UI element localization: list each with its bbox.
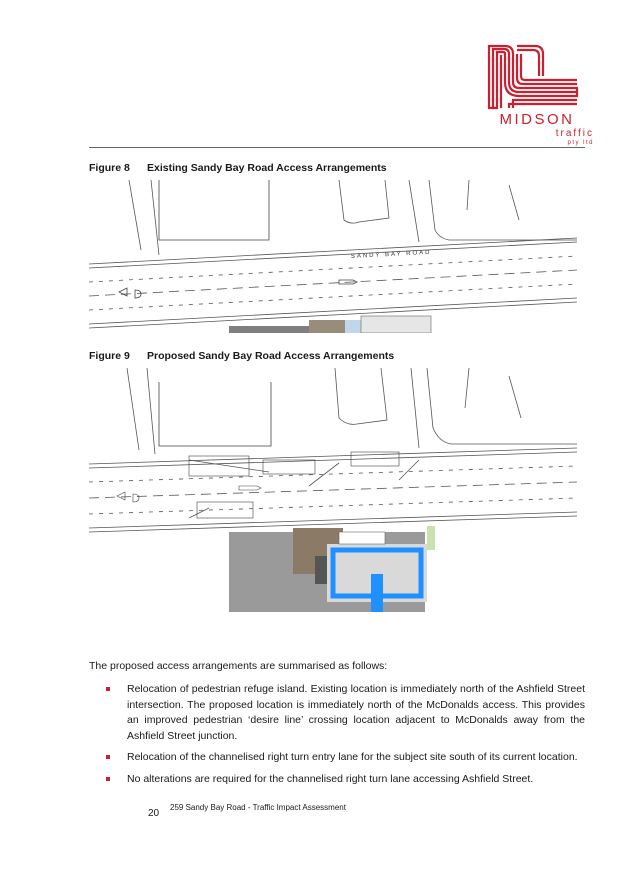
figure-9-drawing <box>89 368 577 612</box>
figure-8-number: Figure 8 <box>89 162 130 174</box>
midson-logo-icon <box>483 38 583 110</box>
logo-name: MIDSON <box>499 111 575 128</box>
list-item-text: Relocation of the channelised right turn entry lane for the subject site south of its current location. <box>127 751 578 763</box>
header-divider <box>89 147 585 148</box>
bullet-icon <box>106 777 110 781</box>
bullet-icon <box>106 755 110 759</box>
figure-8-road-label: SANDY BAY ROAD <box>350 249 432 260</box>
logo-company-suffix: pty ltd <box>567 140 594 146</box>
list-item-text: No alterations are required for the channelised right turn lane accessing Ashfield Street. <box>127 772 534 785</box>
list-item <box>89 750 585 766</box>
list-item <box>89 682 585 744</box>
list-item-text: Relocation of pedestrian refuge island. Existing location is immediately north of the Ashfield Street intersection. The proposed location is immediately north of the McDonalds access. This provides an improved pedestrian ‘desire line’ crossing location adjacent to McDonalds away from the Ashfield Street junction. <box>127 683 585 742</box>
list-item <box>89 772 585 788</box>
figure-8-drawing <box>89 180 577 333</box>
summary-list <box>89 682 585 793</box>
page-number: 20 <box>148 808 160 819</box>
logo-subtitle: traffic <box>555 128 594 139</box>
figure-9-number: Figure 9 <box>89 350 130 362</box>
figure-8-caption <box>89 162 589 174</box>
bullet-icon <box>106 687 110 691</box>
footer-title: 259 Sandy Bay Road - Traffic Impact Assessment <box>170 803 346 812</box>
figure-8-title: Existing Sandy Bay Road Access Arrangements <box>147 162 387 174</box>
figure-9-title: Proposed Sandy Bay Road Access Arrangements <box>147 350 395 362</box>
figure-9-caption <box>89 350 589 362</box>
intro-text: The proposed access arrangements are summarised as follows: <box>89 660 388 672</box>
